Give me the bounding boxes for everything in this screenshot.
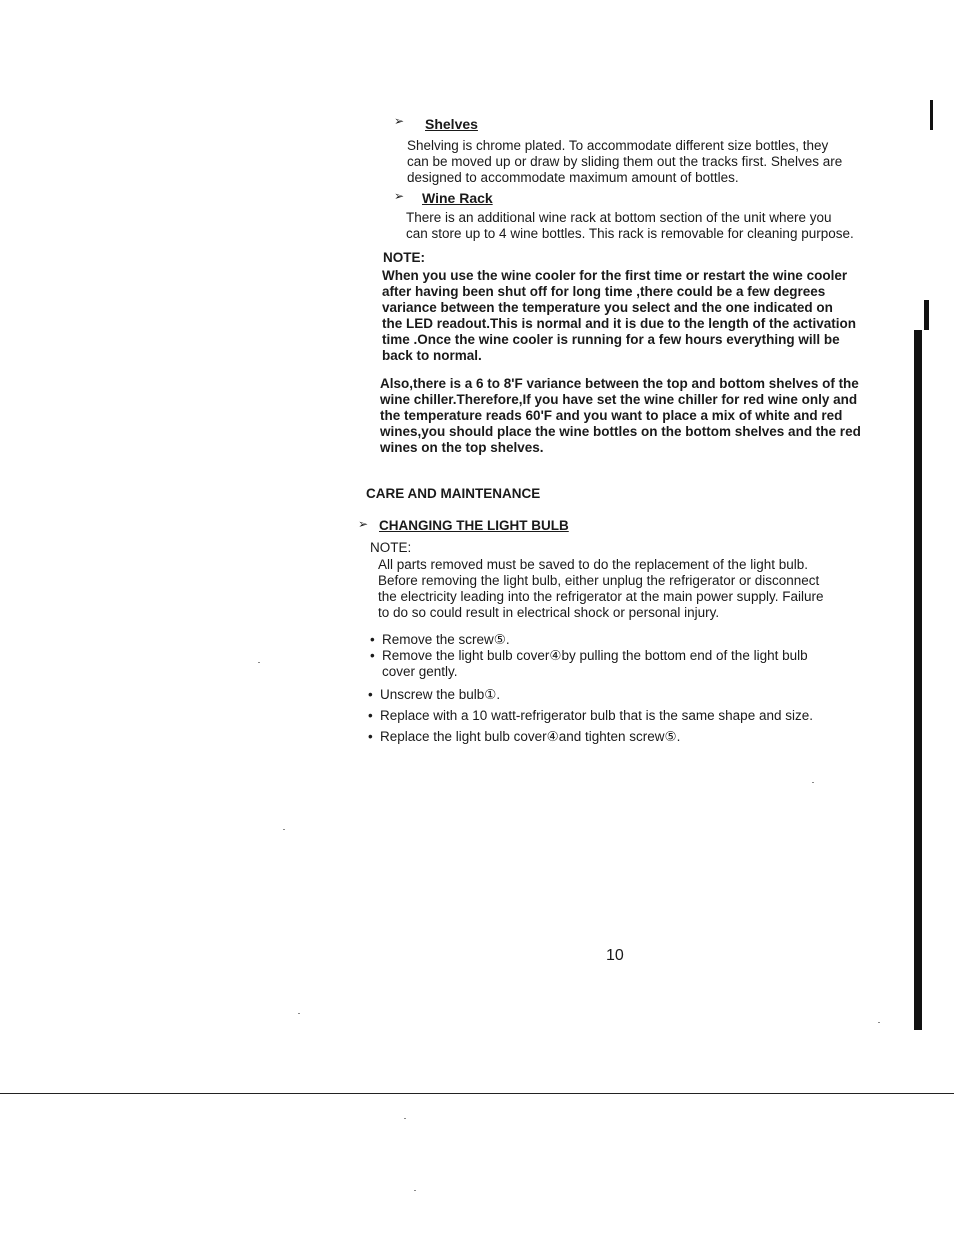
- scan-speck: [298, 1013, 300, 1014]
- wine-rack-heading: Wine Rack: [422, 190, 493, 206]
- bullet-icon: •: [368, 687, 373, 702]
- text-line: the temperature reads 60'F and you want to place a mix of white and red: [380, 408, 843, 423]
- text-line: after having been shut off for long time ,there could be a few degrees: [382, 284, 826, 299]
- text-line: wines on the top shelves.: [380, 440, 544, 455]
- light-bulb-heading: CHANGING THE LIGHT BULB: [379, 518, 569, 533]
- step-text: Remove the screw⑤.: [382, 632, 510, 647]
- bullet-icon: •: [370, 648, 375, 663]
- text-line: can be moved up or draw by sliding them out the tracks first. Shelves are: [407, 154, 843, 169]
- text-line: variance between the temperature you select and the one indicated on: [382, 300, 833, 315]
- step-text: Replace with a 10 watt-refrigerator bulb that is the same shape and size.: [380, 708, 813, 723]
- step-text: Replace the light bulb cover④and tighten screw⑤.: [380, 729, 681, 744]
- shelves-heading: Shelves: [425, 116, 478, 132]
- text-line: can store up to 4 wine bottles. This rack is removable for cleaning purpose.: [406, 226, 854, 241]
- scan-speck: [258, 662, 260, 663]
- text-line: All parts removed must be saved to do the replacement of the light bulb.: [378, 557, 808, 572]
- step-text: cover gently.: [382, 664, 458, 679]
- bullet-icon: •: [368, 708, 373, 723]
- scan-speck: [283, 829, 285, 830]
- text-line: Before removing the light bulb, either unplug the refrigerator or disconnect: [378, 573, 820, 588]
- step-item: [368, 708, 813, 724]
- text-line: Also,there is a 6 to 8'F variance between the top and bottom shelves of the: [380, 376, 859, 391]
- note-paragraph: [382, 268, 856, 364]
- page-number: 10: [606, 947, 624, 964]
- care-note-label: NOTE:: [370, 540, 412, 555]
- bullet-icon: •: [370, 632, 375, 647]
- text-line: Shelving is chrome plated. To accommodate different size bottles, they: [407, 138, 829, 153]
- text-line: When you use the wine cooler for the first time or restart the wine cooler: [382, 268, 848, 283]
- scan-speck: [404, 1118, 406, 1119]
- text-line: to do so could result in electrical shock or personal injury.: [378, 605, 720, 620]
- shelves-paragraph: [407, 138, 842, 186]
- scan-speck: [878, 1022, 880, 1023]
- text-line: time .Once the wine cooler is running for a few hours everything will be: [382, 332, 840, 347]
- step-item: [368, 729, 680, 745]
- care-note-paragraph: [378, 557, 823, 621]
- variance-paragraph: [380, 376, 861, 456]
- note-label: NOTE:: [383, 250, 425, 265]
- scan-speck: [812, 782, 814, 783]
- text-line: back to normal.: [382, 348, 482, 363]
- step-item: [370, 648, 808, 680]
- text-line: wine chiller.Therefore,If you have set the wine chiller for red wine only and: [380, 392, 858, 407]
- arrow-bullet-icon: ➢: [394, 114, 405, 128]
- step-item: [370, 632, 510, 648]
- scan-speck: [414, 1190, 416, 1191]
- arrow-bullet-icon: ➢: [358, 517, 369, 531]
- scan-edge-bar: [914, 330, 922, 1030]
- step-text: Remove the light bulb cover④by pulling the bottom end of the light bulb: [382, 648, 808, 663]
- scan-edge-bar: [924, 300, 929, 330]
- bottom-rule: [0, 1093, 954, 1094]
- bullet-icon: •: [368, 729, 373, 744]
- scan-edge-bar: [930, 100, 933, 130]
- text-line: the LED readout.This is normal and it is due to the length of the activation: [382, 316, 857, 331]
- text-line: There is an additional wine rack at bottom section of the unit where you: [406, 210, 832, 225]
- arrow-bullet-icon: ➢: [394, 189, 405, 203]
- text-line: designed to accommodate maximum amount of bottles.: [407, 170, 739, 185]
- care-heading: CARE AND MAINTENANCE: [366, 486, 541, 501]
- step-item: [368, 687, 500, 703]
- text-line: the electricity leading into the refrigerator at the main power supply. Failure: [378, 589, 824, 604]
- step-text: Unscrew the bulb①.: [380, 687, 501, 702]
- wine-rack-paragraph: [406, 210, 854, 242]
- text-line: wines,you should place the wine bottles on the bottom shelves and the red: [380, 424, 861, 439]
